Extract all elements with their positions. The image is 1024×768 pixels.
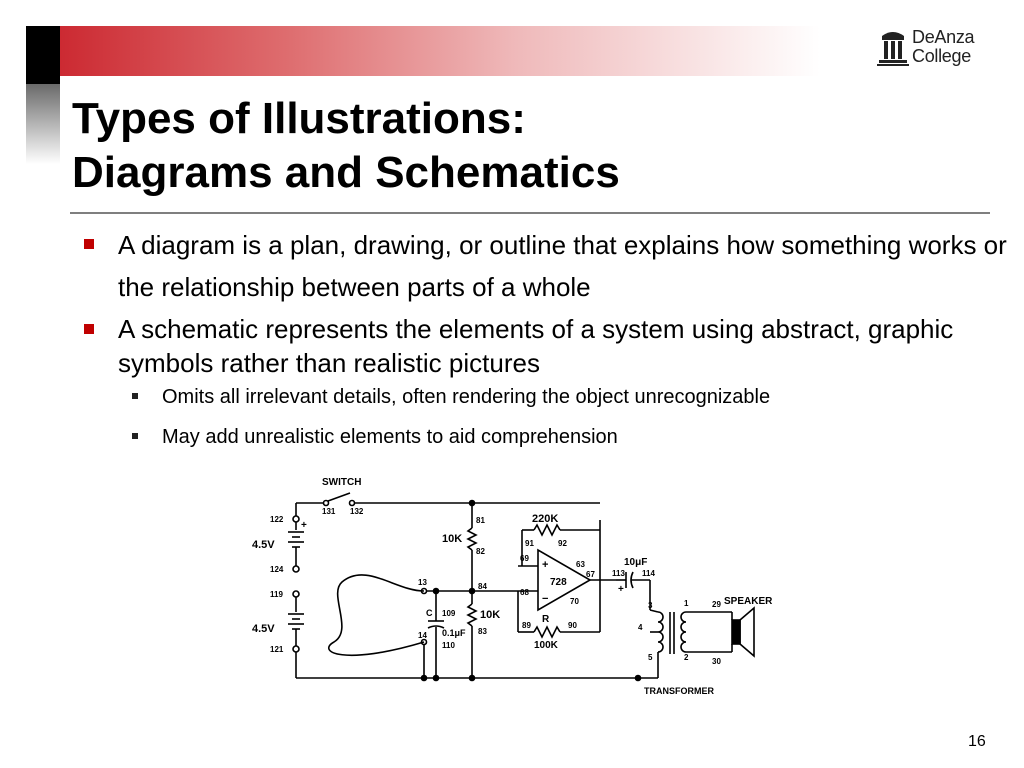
node-2: 2 xyxy=(684,653,689,662)
square-bullet-icon xyxy=(84,239,94,249)
resistor-r-label: R xyxy=(542,614,550,625)
node-84: 84 xyxy=(478,582,487,591)
node-69: 69 xyxy=(520,554,529,563)
node-92: 92 xyxy=(558,539,567,548)
node-63: 63 xyxy=(576,560,585,569)
amplifier-schematic xyxy=(246,470,786,706)
output-capacitor-value: 10μF xyxy=(624,557,648,568)
node-122: 122 xyxy=(270,515,284,524)
node-68: 68 xyxy=(520,588,529,597)
square-bullet-icon xyxy=(84,324,94,334)
left-accent-fade xyxy=(26,84,60,164)
terminal-119 xyxy=(293,591,299,597)
speaker-icon xyxy=(732,608,754,656)
small-square-bullet-icon xyxy=(132,433,138,439)
battery-1-voltage: 4.5V xyxy=(252,539,275,551)
node-124: 124 xyxy=(270,565,284,574)
node-14: 14 xyxy=(418,631,427,640)
page-number: 16 xyxy=(968,733,986,750)
resistor-220k-icon xyxy=(534,525,560,535)
node-110: 110 xyxy=(442,641,455,650)
college-building-icon xyxy=(876,28,910,68)
bullet-list xyxy=(80,224,1020,450)
resistor-220k-value: 220K xyxy=(532,513,559,525)
node-83: 83 xyxy=(478,627,487,636)
switch-terminal xyxy=(350,501,355,506)
bullet-text: A diagram is a plan, drawing, or outline that explains how something works or the relationship between parts of a whole xyxy=(118,230,1007,302)
capacitor-c-value: 0.1μF xyxy=(442,628,466,638)
deanza-logo xyxy=(876,28,986,72)
battery-1-icon xyxy=(288,532,304,547)
node-70: 70 xyxy=(570,597,579,606)
sub-bullet-text: May add unrealistic elements to aid comprehension xyxy=(162,426,618,448)
node-89: 89 xyxy=(522,621,531,630)
node-82: 82 xyxy=(476,547,485,556)
terminal-122 xyxy=(293,516,299,522)
switch-terminal xyxy=(324,501,329,506)
node-109: 109 xyxy=(442,609,456,618)
node-1: 1 xyxy=(684,599,689,608)
battery-2-voltage: 4.5V xyxy=(252,623,275,635)
node-113: 113 xyxy=(612,569,625,578)
node-4: 4 xyxy=(638,623,643,632)
header-gradient-band xyxy=(60,26,820,76)
node-91: 91 xyxy=(525,539,534,548)
battery-2-icon xyxy=(288,614,304,629)
node-13: 13 xyxy=(418,578,427,587)
bullet-item xyxy=(80,224,1020,308)
slide-title xyxy=(72,92,620,200)
resistor-10k-bottom-value: 10K xyxy=(480,609,501,621)
sub-bullet-text: Omits all irrelevant details, often rendering the object unrecognizable xyxy=(162,386,771,408)
terminal-121 xyxy=(293,646,299,652)
bullet-text: A schematic represents the elements of a system using abstract, graphic symbols rather than realistic pictures xyxy=(118,314,954,378)
plus-sign: + xyxy=(301,520,307,531)
logo-line-1: DeAnza xyxy=(912,27,975,47)
node-81: 81 xyxy=(476,516,485,525)
opamp-plus: + xyxy=(542,559,549,571)
resistor-10k-bottom-icon xyxy=(468,604,476,626)
speaker-label: SPEAKER xyxy=(724,596,773,607)
resistor-10k-top-icon xyxy=(468,528,476,550)
resistor-10k-top-value: 10K xyxy=(442,533,463,545)
node-5: 5 xyxy=(648,653,653,662)
node-90: 90 xyxy=(568,621,577,630)
node-121: 121 xyxy=(270,645,284,654)
switch-label: SWITCH xyxy=(322,477,362,488)
node-3: 3 xyxy=(648,601,653,610)
node-131: 131 xyxy=(322,507,336,516)
capacitor-c-label: C xyxy=(426,608,433,618)
terminal-124 xyxy=(293,566,299,572)
logo-line-2: College xyxy=(912,46,971,66)
small-square-bullet-icon xyxy=(132,393,138,399)
bullet-item xyxy=(80,312,1020,380)
microphone-coil-leads xyxy=(329,575,424,655)
node-119: 119 xyxy=(270,590,283,599)
node-30: 30 xyxy=(712,657,721,666)
sub-bullet-item xyxy=(80,384,1020,410)
capacitor-c-icon xyxy=(428,621,444,628)
left-accent-bar xyxy=(26,26,60,84)
node-67: 67 xyxy=(586,570,595,579)
title-line-1: Types of Illustrations: xyxy=(72,94,526,143)
node-114: 114 xyxy=(642,569,655,578)
node-132: 132 xyxy=(350,507,364,516)
title-line-2: Diagrams and Schematics xyxy=(72,148,620,197)
transformer-label: TRANSFORMER xyxy=(644,686,714,696)
opamp-label: 728 xyxy=(550,577,567,588)
node-29: 29 xyxy=(712,600,721,609)
transformer-icon xyxy=(658,612,686,654)
title-divider xyxy=(70,212,990,214)
resistor-100k-value: 100K xyxy=(534,640,558,651)
switch-lever xyxy=(328,493,350,501)
opamp-minus: − xyxy=(542,593,549,605)
logo-text xyxy=(912,28,974,66)
sub-bullet-item xyxy=(80,424,1020,450)
resistor-100k-icon xyxy=(534,627,560,637)
output-capacitor-plus: + xyxy=(618,584,624,595)
